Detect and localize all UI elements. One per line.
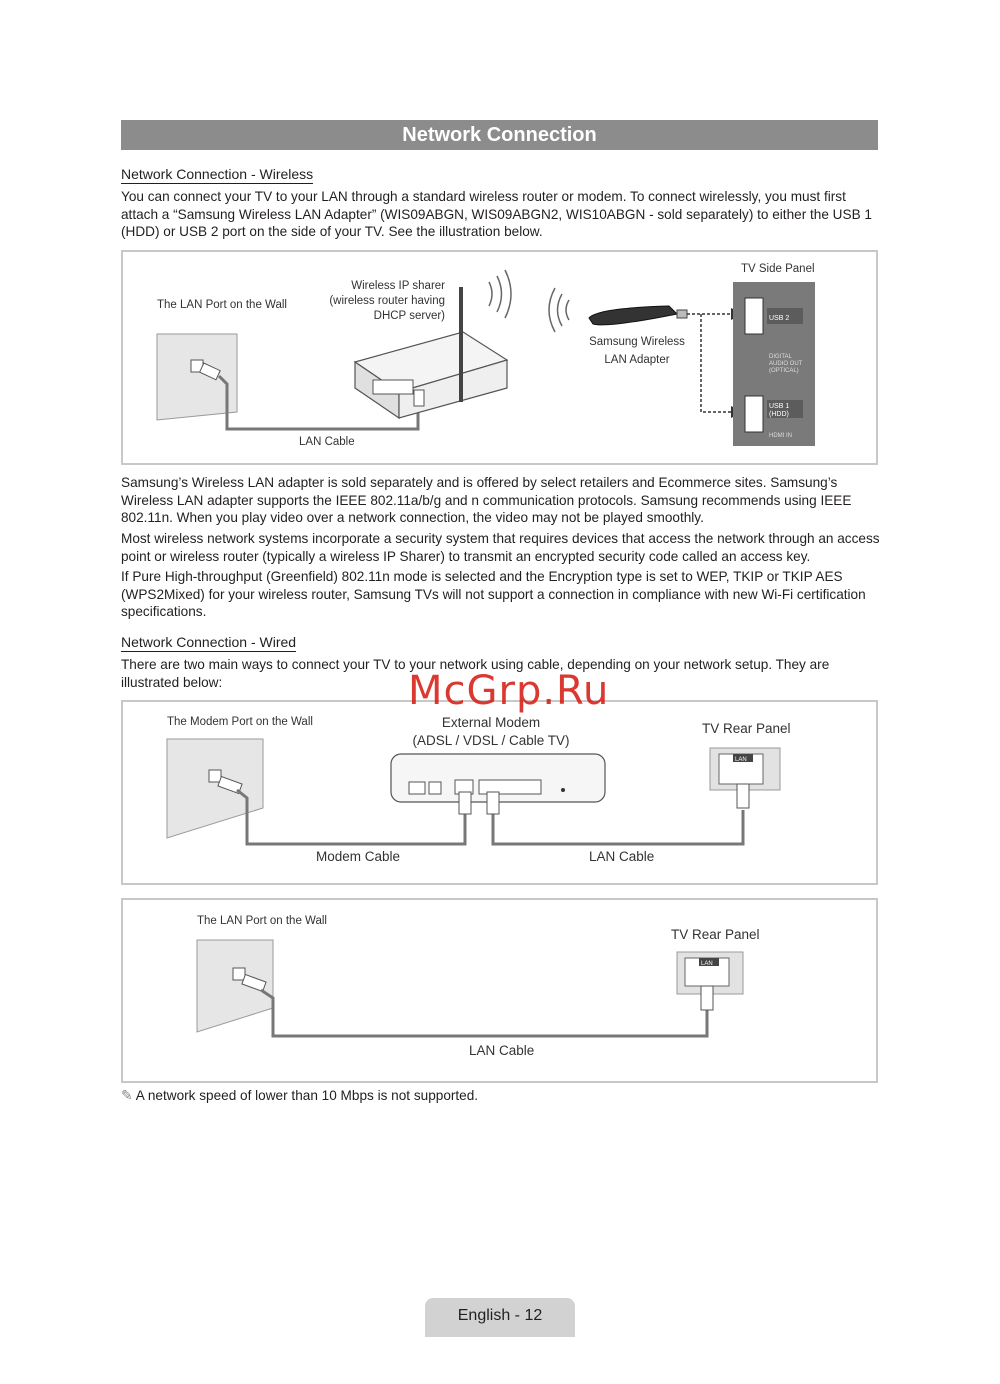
wireless-intro: You can connect your TV to your LAN through a standard wireless router or modem. To connect wirelessly, you must first attach a “Samsung Wireless LAN Adapter” (WIS09ABGN, WIS09ABGN2, WIS10ABGN - sold separately) to either the USB 1 (HDD) or USB 2 port on the side of your TV. See the illustration below.	[121, 189, 872, 240]
wired-modem-diagram	[121, 700, 878, 885]
digital-audio-tag-1: DIGITAL	[769, 354, 792, 360]
tv-rear-panel-label-2: TV Rear Panel	[671, 927, 760, 942]
digital-audio-tag-3: (OPTICAL)	[769, 368, 799, 374]
lan-cable-label-1: LAN Cable	[589, 849, 655, 864]
pencil-note-icon: ✎	[121, 1087, 133, 1103]
wireless-para-1: Samsung’s Wireless LAN adapter is sold separately and is offered by select retailers and Ecommerce sites. Samsung’s Wireless LAN adapter supports the IEEE 802.11a/b/g and n communication protocols. Samsung recommends using IEEE 802.11n. When you play video over a network connection, the video may not be played smoothly.	[121, 475, 852, 526]
wireless-diagram	[121, 250, 878, 465]
tv-side-panel-label: TV Side Panel	[741, 263, 815, 275]
usb1-tag: USB 1	[769, 403, 790, 410]
usb1-sub-tag: (HDD)	[769, 411, 789, 418]
note-text: A network speed of lower than 10 Mbps is not supported.	[135, 1088, 479, 1103]
hdmi-in-tag: HDMI IN	[769, 433, 792, 439]
lan-port-wall-label: The LAN Port on the Wall	[157, 299, 287, 311]
modem-cable-label: Modem Cable	[316, 849, 401, 864]
wireless-diagram-art	[123, 252, 876, 463]
page-number-tab: English - 12	[425, 1298, 575, 1337]
note	[121, 1087, 478, 1104]
page-title: Network Connection	[121, 120, 878, 150]
lan-tag-2: LAN	[701, 961, 713, 967]
external-modem-label-2: (ADSL / VDSL / Cable TV)	[412, 733, 570, 748]
router-label-2: (wireless router having	[329, 295, 445, 307]
adapter-label-1: Samsung Wireless	[589, 336, 685, 348]
lan-cable-label-2: LAN Cable	[469, 1043, 535, 1058]
wired-intro: There are two main ways to connect your TV to your network using cable, depending on your network setup. They are illustrated below:	[121, 657, 830, 690]
wired-heading: Network Connection - Wired	[121, 634, 297, 650]
usb2-tag: USB 2	[769, 315, 790, 322]
lan-tag-1: LAN	[735, 757, 747, 763]
watermark: McGrp.Ru	[408, 668, 610, 714]
wired-wall-diagram	[121, 898, 878, 1083]
lan-cable-label: LAN Cable	[299, 436, 355, 448]
digital-audio-tag-2: AUDIO OUT	[769, 361, 803, 367]
wireless-para-2: Most wireless network systems incorporate a security system that requires devices that access the network through an access point or wireless router (typically a wireless IP Sharer) to transmit an encrypted security code called an access key.	[121, 531, 880, 564]
external-modem-label-1: External Modem	[441, 715, 541, 730]
lan-port-wall-label-2: The LAN Port on the Wall	[197, 915, 327, 927]
modem-port-wall-label: The Modem Port on the Wall	[167, 716, 313, 728]
router-label-1: Wireless IP sharer	[351, 280, 445, 292]
adapter-label-2: LAN Adapter	[604, 354, 670, 366]
wireless-para-3: If Pure High-throughput (Greenfield) 802.11n mode is selected and the Encryption type is set to WEP, TKIP or TKIP AES (WPS2Mixed) for your wireless router, Samsung TVs will not support a connection in compliance with new Wi-Fi certification specifications.	[121, 569, 866, 620]
wireless-heading: Network Connection - Wireless	[121, 166, 314, 182]
router-label-3: DHCP server)	[373, 310, 445, 322]
tv-rear-panel-label-1: TV Rear Panel	[702, 721, 791, 736]
